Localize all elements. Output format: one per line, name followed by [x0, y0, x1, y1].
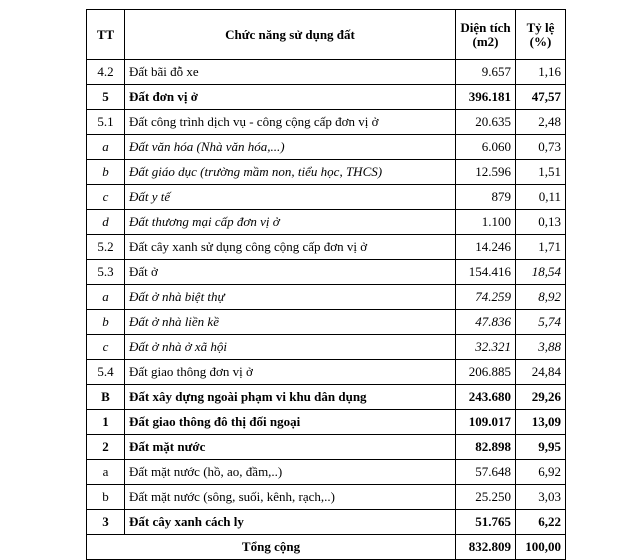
land-use-table	[86, 9, 566, 560]
row-ratio: 0,73	[516, 135, 566, 160]
row-area: 14.246	[456, 235, 516, 260]
table-row	[87, 60, 566, 85]
row-name: Đất ở nhà liền kề	[125, 310, 456, 335]
row-name: Đất ở nhà ở xã hội	[125, 335, 456, 360]
row-name: Đất công trình dịch vụ - công cộng cấp đơn vị ở	[125, 110, 456, 135]
table-row	[87, 110, 566, 135]
table-row	[87, 160, 566, 185]
row-ratio: 3,88	[516, 335, 566, 360]
row-name: Đất y tế	[125, 185, 456, 210]
row-ratio: 29,26	[516, 385, 566, 410]
row-name: Đất mặt nước (sông, suối, kênh, rạch,..)	[125, 485, 456, 510]
row-name: Đất giao thông đơn vị ở	[125, 360, 456, 385]
row-area: 82.898	[456, 435, 516, 460]
row-name: Đất giáo dục (trường mầm non, tiểu học, THCS)	[125, 160, 456, 185]
table-row	[87, 310, 566, 335]
row-ratio: 18,54	[516, 260, 566, 285]
row-area: 154.416	[456, 260, 516, 285]
table-row	[87, 335, 566, 360]
row-tt: a	[87, 135, 125, 160]
row-ratio: 0,13	[516, 210, 566, 235]
table-row	[87, 510, 566, 535]
row-tt: 5.1	[87, 110, 125, 135]
table-row	[87, 185, 566, 210]
row-name: Đất bãi đỗ xe	[125, 60, 456, 85]
row-name: Đất cây xanh sử dụng công cộng cấp đơn vị ở	[125, 235, 456, 260]
table-row	[87, 435, 566, 460]
row-tt: 1	[87, 410, 125, 435]
row-ratio: 0,11	[516, 185, 566, 210]
row-name: Đất mặt nước	[125, 435, 456, 460]
row-area: 6.060	[456, 135, 516, 160]
row-tt: b	[87, 160, 125, 185]
table-row	[87, 85, 566, 110]
table-row	[87, 260, 566, 285]
row-tt: b	[87, 310, 125, 335]
row-tt: d	[87, 210, 125, 235]
row-ratio: 1,71	[516, 235, 566, 260]
row-area: 1.100	[456, 210, 516, 235]
row-ratio: 1,51	[516, 160, 566, 185]
row-tt: 5.4	[87, 360, 125, 385]
row-ratio: 9,95	[516, 435, 566, 460]
row-area: 9.657	[456, 60, 516, 85]
row-area: 206.885	[456, 360, 516, 385]
row-tt: 5.3	[87, 260, 125, 285]
row-area: 57.648	[456, 460, 516, 485]
row-tt: c	[87, 335, 125, 360]
table-row	[87, 235, 566, 260]
header-function: Chức năng sử dụng đất	[125, 10, 456, 60]
table-row	[87, 285, 566, 310]
row-tt: 3	[87, 510, 125, 535]
row-area: 396.181	[456, 85, 516, 110]
header-row	[87, 10, 566, 60]
row-name: Đất ở	[125, 260, 456, 285]
total-label: Tổng cộng	[87, 535, 456, 560]
row-tt: 4.2	[87, 60, 125, 85]
table-row	[87, 410, 566, 435]
row-area: 20.635	[456, 110, 516, 135]
row-area: 25.250	[456, 485, 516, 510]
row-name: Đất xây dựng ngoài phạm vi khu dân dụng	[125, 385, 456, 410]
total-ratio: 100,00	[516, 535, 566, 560]
row-tt: a	[87, 460, 125, 485]
row-ratio: 3,03	[516, 485, 566, 510]
row-tt: 5.2	[87, 235, 125, 260]
table-row	[87, 385, 566, 410]
row-name: Đất văn hóa (Nhà văn hóa,...)	[125, 135, 456, 160]
row-ratio: 2,48	[516, 110, 566, 135]
table-row	[87, 460, 566, 485]
row-tt: 5	[87, 85, 125, 110]
header-area: Diện tích (m2)	[456, 10, 516, 60]
row-ratio: 47,57	[516, 85, 566, 110]
row-tt: 2	[87, 435, 125, 460]
table-row	[87, 135, 566, 160]
row-tt: a	[87, 285, 125, 310]
row-name: Đất cây xanh cách ly	[125, 510, 456, 535]
row-area: 47.836	[456, 310, 516, 335]
row-ratio: 6,92	[516, 460, 566, 485]
row-area: 74.259	[456, 285, 516, 310]
row-area: 243.680	[456, 385, 516, 410]
row-name: Đất giao thông đô thị đối ngoại	[125, 410, 456, 435]
header-tt: TT	[87, 10, 125, 60]
row-tt: B	[87, 385, 125, 410]
total-area: 832.809	[456, 535, 516, 560]
row-area: 109.017	[456, 410, 516, 435]
total-row	[87, 535, 566, 560]
row-name: Đất thương mại cấp đơn vị ở	[125, 210, 456, 235]
row-name: Đất mặt nước (hồ, ao, đầm,..)	[125, 460, 456, 485]
row-name: Đất đơn vị ở	[125, 85, 456, 110]
table-row	[87, 210, 566, 235]
row-tt: b	[87, 485, 125, 510]
table-row	[87, 360, 566, 385]
row-ratio: 5,74	[516, 310, 566, 335]
row-ratio: 13,09	[516, 410, 566, 435]
row-ratio: 24,84	[516, 360, 566, 385]
row-area: 12.596	[456, 160, 516, 185]
row-area: 879	[456, 185, 516, 210]
row-name: Đất ở nhà biệt thự	[125, 285, 456, 310]
row-area: 51.765	[456, 510, 516, 535]
row-ratio: 1,16	[516, 60, 566, 85]
header-ratio: Tỷ lệ (%)	[516, 10, 566, 60]
row-ratio: 6,22	[516, 510, 566, 535]
row-tt: c	[87, 185, 125, 210]
table-row	[87, 485, 566, 510]
row-area: 32.321	[456, 335, 516, 360]
row-ratio: 8,92	[516, 285, 566, 310]
